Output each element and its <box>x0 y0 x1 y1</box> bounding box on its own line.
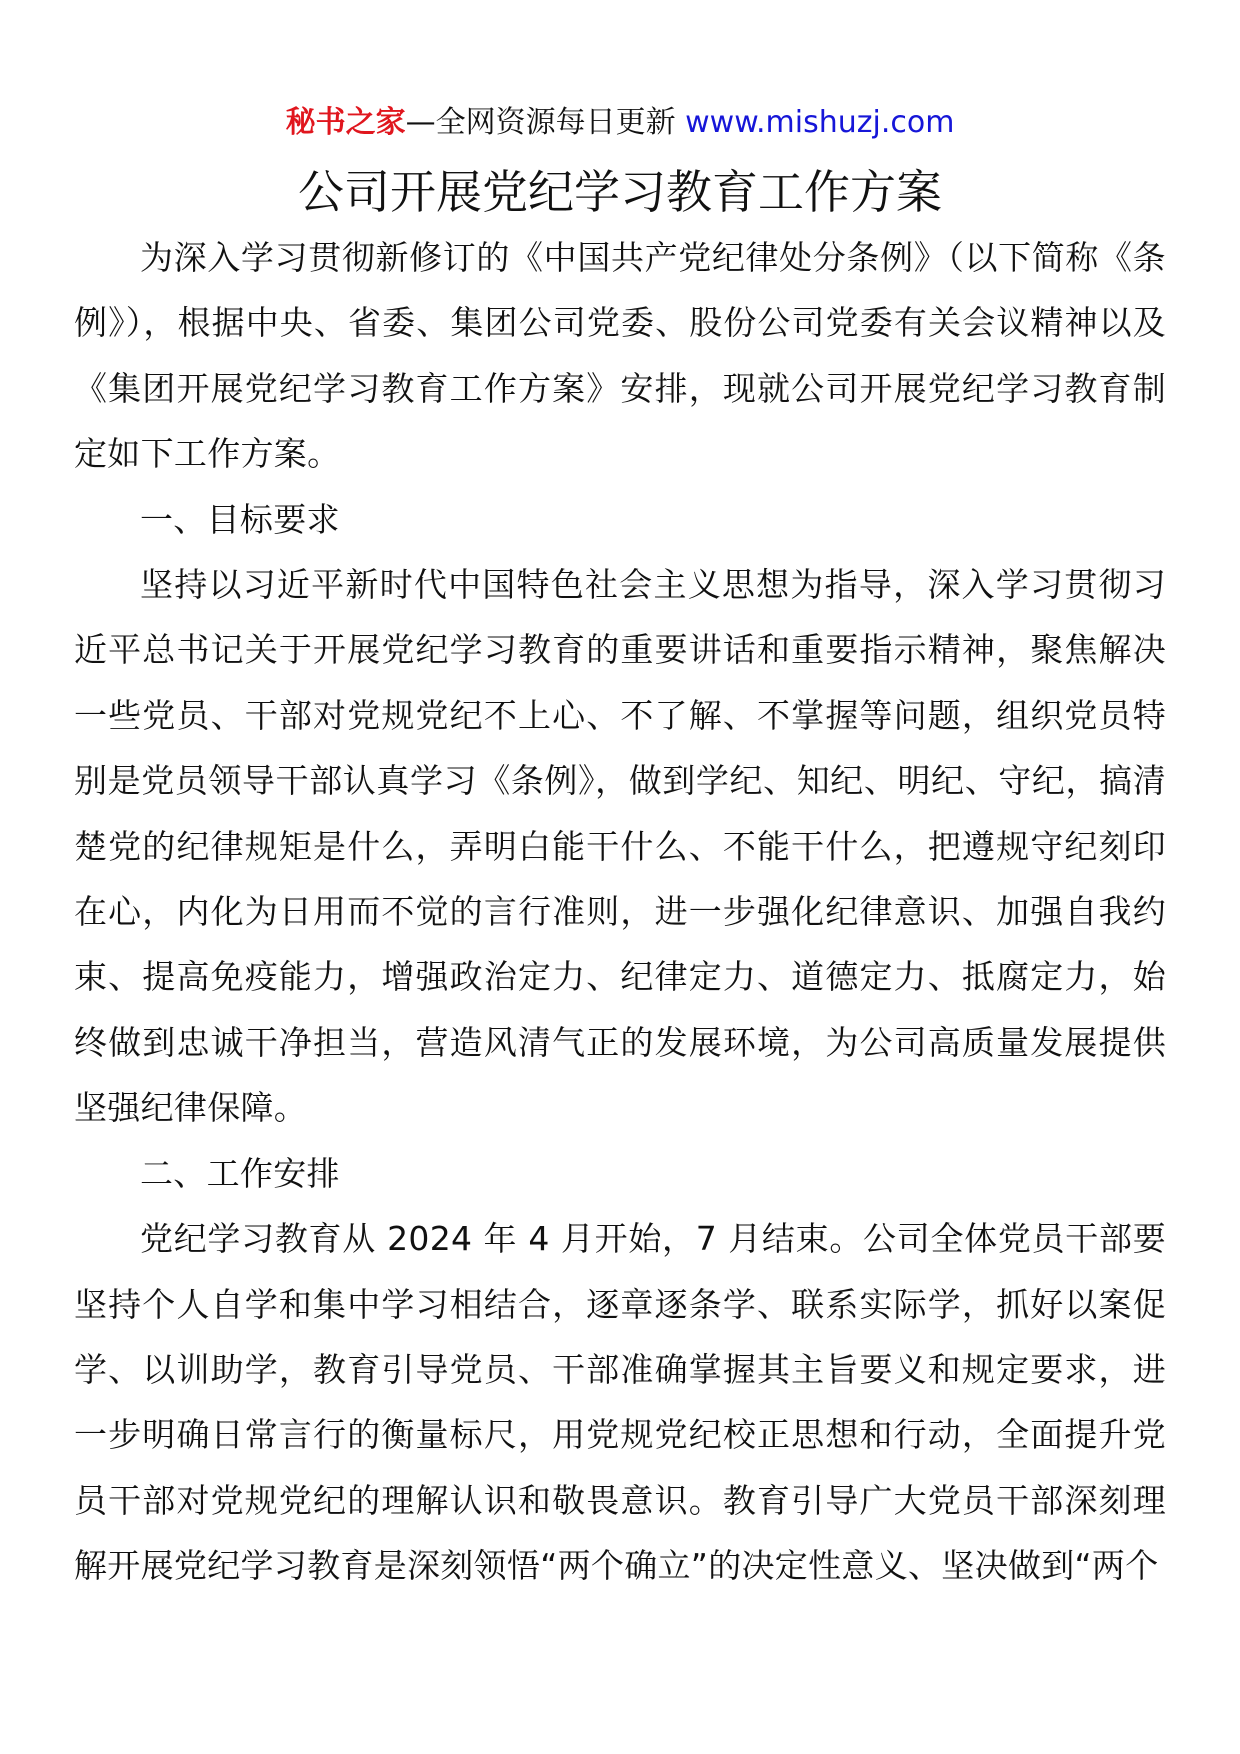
body-paragraph: 党纪学习教育从 2024 年 4 月开始，7 月结束。公司全体党员干部要坚持个人自学和集中学习相结合，逐章逐条学、联系实际学，抓好以案促学、以训助学，教育引导党员、干部准确掌握其主旨要义和规定要求，进一步明确日常言行的衡量标尺，用党规党纪校正思想和行动，全面提升党员干部对党规党纪的理解认识和敬畏意识。教育引导广大党员干部深刻理解开展党纪学习教育是深刻领悟“两个确立”的决定性意义、坚决做到“两个 <box>74 1219 1166 1586</box>
watermark-header <box>0 100 1240 146</box>
section-heading: 一、目标要求 <box>140 499 340 539</box>
body-paragraph: 为深入学习贯彻新修订的《中国共产党纪律处分条例》（以下简称《条例》），根据中央、省委、集团公司党委、股份公司党委有关会议精神以及《集团开展党纪学习教育工作方案》安排，现就公司开展党纪学习教育制定如下工作方案。 <box>74 238 1166 474</box>
header-slogan: —全网资源每日更新 <box>405 105 676 140</box>
section-heading: 二、工作安排 <box>140 1153 340 1193</box>
header-url[interactable]: www.mishuzj.com <box>685 105 955 140</box>
header-brand: 秘书之家 <box>285 105 406 140</box>
body-paragraph: 坚持以习近平新时代中国特色社会主义思想为指导，深入学习贯彻习近平总书记关于开展党纪学习教育的重要讲话和重要指示精神，聚焦解决一些党员、干部对党规党纪不上心、不了解、不掌握等问题，组织党员特别是党员领导干部认真学习《条例》，做到学纪、知纪、明纪、守纪，搞清楚党的纪律规矩是什么，弄明白能干什么、不能干什么，把遵规守纪刻印在心，内化为日用而不觉的言行准则，进一步强化纪律意识、加强自我约束、提高免疫能力，增强政治定力、纪律定力、道德定力、抵腐定力，始终做到忠诚干净担当，营造风清气正的发展环境，为公司高质量发展提供坚强纪律保障。 <box>74 565 1166 1128</box>
document-body <box>74 225 1166 1599</box>
document-title: 公司开展党纪学习教育工作方案 <box>298 165 942 219</box>
